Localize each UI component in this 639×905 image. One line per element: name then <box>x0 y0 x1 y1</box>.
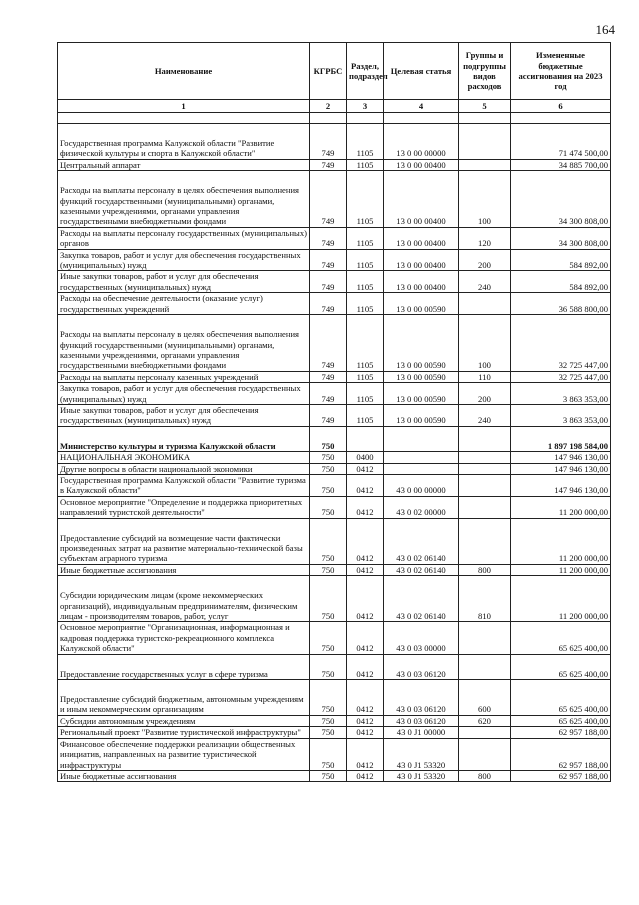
cell-amount: 32 725 447,00 <box>511 315 611 372</box>
cell-target: 13 0 00 00400 <box>384 271 459 293</box>
cell-group <box>459 518 511 564</box>
cell-amount: 62 957 188,00 <box>511 738 611 770</box>
cell-kgrbs: 750 <box>310 564 347 575</box>
cell-name: Расходы на выплаты персоналу государственных (муниципальных) органов <box>58 227 310 249</box>
table-row <box>58 576 611 622</box>
cell-name: Предоставление государственных услуг в сфере туризма <box>58 654 310 679</box>
cell-group <box>459 426 511 451</box>
cell-group <box>459 738 511 770</box>
cell-name: Расходы на обеспечение деятельности (оказание услуг) государственных учреждений <box>58 293 310 315</box>
cell-target: 43 0 J1 53320 <box>384 770 459 781</box>
cell-target: 43 0 02 00000 <box>384 496 459 518</box>
cell-kgrbs: 750 <box>310 622 347 654</box>
cell-amount: 1 897 198 584,00 <box>511 426 611 451</box>
cell-section: 0412 <box>347 518 384 564</box>
cell-target: 13 0 00 00400 <box>384 227 459 249</box>
budget-table-container <box>57 42 610 782</box>
cell-target: 13 0 00 00590 <box>384 383 459 405</box>
cell-target: 43 0 J1 53320 <box>384 738 459 770</box>
table-row <box>58 383 611 405</box>
cell-target: 43 0 02 06140 <box>384 518 459 564</box>
cell-target <box>384 452 459 463</box>
cell-group: 200 <box>459 249 511 271</box>
cell-kgrbs: 750 <box>310 654 347 679</box>
cell-kgrbs: 749 <box>310 159 347 170</box>
cell-target: 13 0 00 00000 <box>384 124 459 160</box>
table-row <box>58 474 611 496</box>
cell-kgrbs: 750 <box>310 426 347 451</box>
cell-amount: 11 200 000,00 <box>511 518 611 564</box>
cell-section: 0412 <box>347 564 384 575</box>
table-row <box>58 171 611 228</box>
cell-section: 0412 <box>347 474 384 496</box>
cell-group <box>459 293 511 315</box>
table-row <box>58 371 611 382</box>
table-row <box>58 249 611 271</box>
cell-amount: 147 946 130,00 <box>511 474 611 496</box>
cell-name: Другие вопросы в области национальной экономики <box>58 463 310 474</box>
cell-amount: 65 625 400,00 <box>511 622 611 654</box>
cell-section: 0412 <box>347 715 384 726</box>
cell-kgrbs: 749 <box>310 124 347 160</box>
cell-amount: 32 725 447,00 <box>511 371 611 382</box>
header-number: 6 <box>511 100 611 113</box>
cell-kgrbs: 749 <box>310 371 347 382</box>
cell-target: 13 0 00 00400 <box>384 159 459 170</box>
cell-amount: 34 300 808,00 <box>511 171 611 228</box>
cell-group: 620 <box>459 715 511 726</box>
cell-target <box>384 463 459 474</box>
header-section: Раздел, подраздел <box>347 43 384 100</box>
cell-target: 43 0 03 00000 <box>384 622 459 654</box>
cell-section: 0412 <box>347 680 384 716</box>
cell-amount: 3 863 353,00 <box>511 404 611 426</box>
cell-amount: 584 892,00 <box>511 249 611 271</box>
cell-group <box>459 463 511 474</box>
cell-kgrbs: 749 <box>310 293 347 315</box>
cell-amount: 62 957 188,00 <box>511 770 611 781</box>
table-row <box>58 404 611 426</box>
cell-section: 1105 <box>347 383 384 405</box>
header-name: Наименование <box>58 43 310 100</box>
table-row <box>58 227 611 249</box>
cell-group: 100 <box>459 315 511 372</box>
cell-group: 800 <box>459 564 511 575</box>
table-row <box>58 426 611 451</box>
cell-amount: 11 200 000,00 <box>511 496 611 518</box>
cell-kgrbs: 750 <box>310 727 347 738</box>
cell-section: 0412 <box>347 770 384 781</box>
cell-section: 0412 <box>347 496 384 518</box>
table-body <box>58 124 611 782</box>
cell-amount: 65 625 400,00 <box>511 680 611 716</box>
cell-amount: 147 946 130,00 <box>511 463 611 474</box>
cell-group: 600 <box>459 680 511 716</box>
cell-target: 43 0 03 06120 <box>384 680 459 716</box>
cell-group <box>459 452 511 463</box>
cell-name: Субсидии автономным учреждениям <box>58 715 310 726</box>
cell-group: 120 <box>459 227 511 249</box>
cell-target: 43 0 02 06140 <box>384 576 459 622</box>
cell-amount: 36 588 800,00 <box>511 293 611 315</box>
cell-group <box>459 727 511 738</box>
spacer-cell <box>459 113 511 124</box>
cell-amount: 65 625 400,00 <box>511 654 611 679</box>
cell-group: 100 <box>459 171 511 228</box>
table-row <box>58 622 611 654</box>
cell-name: Иные бюджетные ассигнования <box>58 770 310 781</box>
cell-amount: 34 885 700,00 <box>511 159 611 170</box>
cell-kgrbs: 749 <box>310 227 347 249</box>
table-row <box>58 293 611 315</box>
header-amount: Измененные бюджетные ассигнования на 2023 год <box>511 43 611 100</box>
cell-target <box>384 426 459 451</box>
cell-name: Предоставление субсидий бюджетным, автономным учреждениям и иным некоммерческим организациям <box>58 680 310 716</box>
cell-kgrbs: 750 <box>310 715 347 726</box>
cell-amount: 62 957 188,00 <box>511 727 611 738</box>
page-number: 164 <box>595 22 615 37</box>
cell-section: 1105 <box>347 271 384 293</box>
cell-group <box>459 124 511 160</box>
cell-target: 43 0 00 00000 <box>384 474 459 496</box>
cell-target: 13 0 00 00590 <box>384 293 459 315</box>
cell-name: Иные закупки товаров, работ и услуг для обеспечения государственных (муниципальных) нужд <box>58 271 310 293</box>
spacer-cell <box>347 113 384 124</box>
table-row <box>58 564 611 575</box>
table-row <box>58 680 611 716</box>
cell-amount: 65 625 400,00 <box>511 715 611 726</box>
cell-section: 1105 <box>347 371 384 382</box>
cell-kgrbs: 749 <box>310 249 347 271</box>
spacer-cell <box>310 113 347 124</box>
cell-group: 110 <box>459 371 511 382</box>
cell-name: Закупка товаров, работ и услуг для обеспечения государственных (муниципальных) нужд <box>58 249 310 271</box>
header-groups: Группы и подгруппы видов расходов <box>459 43 511 100</box>
cell-name: Расходы на выплаты персоналу в целях обеспечения выполнения функций государственными (муниципальными) органами, казенными учреждениями, органами управления государственными внебюджетными фондами <box>58 315 310 372</box>
cell-amount: 584 892,00 <box>511 271 611 293</box>
cell-kgrbs: 750 <box>310 474 347 496</box>
cell-target: 43 0 J1 00000 <box>384 727 459 738</box>
cell-kgrbs: 749 <box>310 383 347 405</box>
cell-group <box>459 654 511 679</box>
table-row <box>58 518 611 564</box>
cell-group: 810 <box>459 576 511 622</box>
header-number: 5 <box>459 100 511 113</box>
cell-kgrbs: 750 <box>310 518 347 564</box>
header-kgrbs: КГРБС <box>310 43 347 100</box>
cell-target: 43 0 02 06140 <box>384 564 459 575</box>
table-row <box>58 271 611 293</box>
cell-name: Государственная программа Калужской области "Развитие туризма в Калужской области" <box>58 474 310 496</box>
cell-amount: 11 200 000,00 <box>511 564 611 575</box>
cell-kgrbs: 749 <box>310 404 347 426</box>
table-row <box>58 452 611 463</box>
cell-section: 0412 <box>347 463 384 474</box>
cell-amount: 3 863 353,00 <box>511 383 611 405</box>
cell-target: 13 0 00 00400 <box>384 249 459 271</box>
header-target: Целевая статья <box>384 43 459 100</box>
spacer-cell <box>511 113 611 124</box>
cell-group: 240 <box>459 271 511 293</box>
cell-section: 1105 <box>347 404 384 426</box>
cell-section: 0412 <box>347 622 384 654</box>
cell-kgrbs: 749 <box>310 315 347 372</box>
header-number: 1 <box>58 100 310 113</box>
cell-kgrbs: 750 <box>310 496 347 518</box>
cell-kgrbs: 749 <box>310 171 347 228</box>
cell-target: 13 0 00 00590 <box>384 371 459 382</box>
cell-group <box>459 474 511 496</box>
spacer-cell <box>384 113 459 124</box>
cell-name: Предоставление субсидий на возмещение части фактически произведенных затрат на развитие материально-технической базы субъектам аграрного туризма <box>58 518 310 564</box>
cell-group <box>459 159 511 170</box>
cell-section: 0412 <box>347 727 384 738</box>
cell-target: 43 0 03 06120 <box>384 715 459 726</box>
cell-group: 800 <box>459 770 511 781</box>
spacer-cell <box>58 113 310 124</box>
cell-amount: 147 946 130,00 <box>511 452 611 463</box>
cell-group <box>459 496 511 518</box>
cell-target: 13 0 00 00590 <box>384 315 459 372</box>
header-number: 4 <box>384 100 459 113</box>
table-row <box>58 463 611 474</box>
cell-name: Министерство культуры и туризма Калужской области <box>58 426 310 451</box>
cell-section <box>347 426 384 451</box>
table-row <box>58 770 611 781</box>
cell-amount: 71 474 500,00 <box>511 124 611 160</box>
cell-name: Субсидии юридическим лицам (кроме некоммерческих организаций), индивидуальным предпринимателям, физическим лицам - производителям товаров, работ, услуг <box>58 576 310 622</box>
cell-section: 0412 <box>347 654 384 679</box>
cell-group: 240 <box>459 404 511 426</box>
header-number: 3 <box>347 100 384 113</box>
cell-section: 1105 <box>347 159 384 170</box>
cell-kgrbs: 750 <box>310 738 347 770</box>
cell-kgrbs: 750 <box>310 452 347 463</box>
cell-section: 0400 <box>347 452 384 463</box>
cell-section: 0412 <box>347 738 384 770</box>
header-number: 2 <box>310 100 347 113</box>
cell-name: Финансовое обеспечение поддержки реализации общественных инициатив, направленных на развитие туристической инфраструктуры <box>58 738 310 770</box>
cell-name: Основное мероприятие "Определение и поддержка приоритетных направлений туристской деятельности" <box>58 496 310 518</box>
cell-kgrbs: 750 <box>310 770 347 781</box>
cell-name: Закупка товаров, работ и услуг для обеспечения государственных (муниципальных) нужд <box>58 383 310 405</box>
cell-name: Расходы на выплаты персоналу в целях обеспечения выполнения функций государственными (муниципальными) органами, казенными учреждениями, органами управления государственными внебюджетными фондами <box>58 171 310 228</box>
cell-section: 1105 <box>347 293 384 315</box>
table-row <box>58 315 611 372</box>
table-row <box>58 159 611 170</box>
cell-group: 200 <box>459 383 511 405</box>
cell-section: 1105 <box>347 124 384 160</box>
cell-section: 1105 <box>347 249 384 271</box>
cell-name: Государственная программа Калужской области "Развитие физической культуры и спорта в Калужской области" <box>58 124 310 160</box>
cell-name: Иные бюджетные ассигнования <box>58 564 310 575</box>
table-row <box>58 738 611 770</box>
cell-name: Расходы на выплаты персоналу казенных учреждений <box>58 371 310 382</box>
table-row <box>58 124 611 160</box>
table-row <box>58 715 611 726</box>
table-row <box>58 727 611 738</box>
cell-section: 1105 <box>347 171 384 228</box>
table-row <box>58 654 611 679</box>
cell-name: НАЦИОНАЛЬНАЯ ЭКОНОМИКА <box>58 452 310 463</box>
cell-amount: 11 200 000,00 <box>511 576 611 622</box>
cell-name: Основное мероприятие "Организационная, информационная и кадровая поддержка туристско-рекреационного комплекса Калужской области" <box>58 622 310 654</box>
table-row <box>58 496 611 518</box>
cell-kgrbs: 750 <box>310 680 347 716</box>
cell-target: 13 0 00 00590 <box>384 404 459 426</box>
cell-section: 0412 <box>347 576 384 622</box>
cell-kgrbs: 749 <box>310 271 347 293</box>
budget-table <box>57 42 611 782</box>
cell-name: Иные закупки товаров, работ и услуг для обеспечения государственных (муниципальных) нужд <box>58 404 310 426</box>
cell-group <box>459 622 511 654</box>
cell-kgrbs: 750 <box>310 463 347 474</box>
cell-name: Региональный проект "Развитие туристической инфраструктуры" <box>58 727 310 738</box>
cell-target: 43 0 03 06120 <box>384 654 459 679</box>
table-header <box>58 43 611 124</box>
cell-name: Центральный аппарат <box>58 159 310 170</box>
cell-amount: 34 300 808,00 <box>511 227 611 249</box>
cell-section: 1105 <box>347 227 384 249</box>
cell-target: 13 0 00 00400 <box>384 171 459 228</box>
cell-section: 1105 <box>347 315 384 372</box>
cell-kgrbs: 750 <box>310 576 347 622</box>
